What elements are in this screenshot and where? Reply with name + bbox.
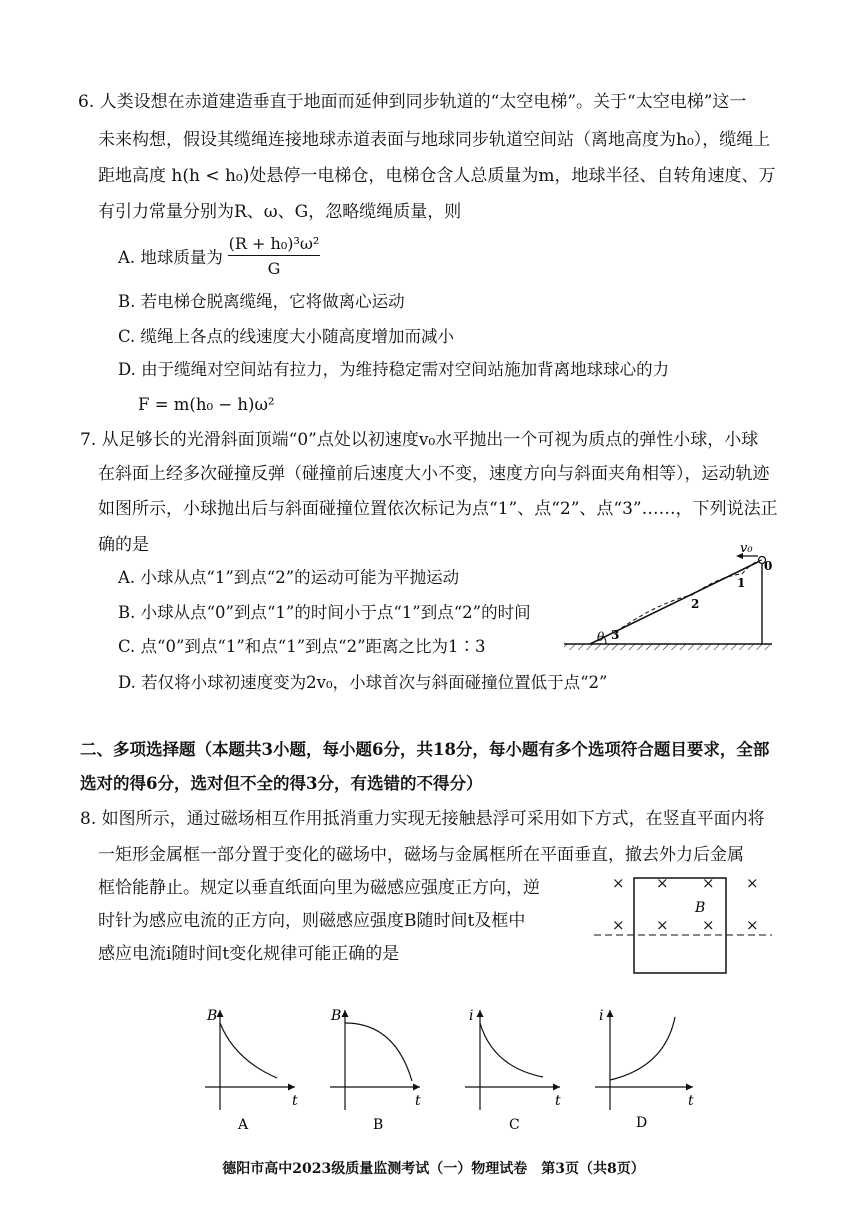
q8-line-3: 框恰能静止。规定以垂直纸面向里为磁感应强度正方向，逆 [98,878,540,898]
graph-c-xlabel: t [555,1093,561,1109]
q8-line-1: 8. 如图所示，通过磁场相互作用抵消重力实现无接触悬浮可采用如下方式，在竖直平面内将 [80,809,765,829]
svg-text:×: × [612,916,625,934]
graph-b-xlabel: t [415,1093,421,1109]
graph-b-caption: B [373,1117,384,1133]
q8-line-5: 感应电流i随时间t变化规律可能正确的是 [98,944,400,964]
svg-text:×: × [656,874,669,892]
magnetic-field-figure [590,868,775,980]
graph-d-ylabel: i [599,1008,604,1024]
q7-option-c: C. 点“0”到点“1”和点“1”到点“2”距离之比为1∶3 [118,637,486,656]
graph-c-ylabel: i [469,1008,474,1024]
q7-line-4: 确的是 [98,535,149,555]
point-1-label: 1 [737,576,746,590]
graph-c-caption: C [509,1117,520,1133]
q8-line-4: 时针为感应电流的正方向，则磁感应强度B随时间t及框中 [98,911,526,931]
graph-b-ylabel: B [331,1008,342,1024]
fraction-numerator: (R + h₀)³ω² [228,234,320,256]
q6-line-1: 6. 人类设想在赤道建造垂直于地面而延伸到同步轨道的“太空电梯”。关于“太空电梯”这一 [78,92,747,112]
svg-text:×: × [656,916,669,934]
graph-c [465,1008,561,1133]
q6-option-a-label: A. 地球质量为 [118,248,223,267]
fraction-denominator: G [267,259,281,278]
q7-option-a: A. 小球从点“1”到点“2”的运动可能为平抛运动 [118,568,460,587]
q6-option-d-formula: F = m(h₀ − h)ω² [138,395,275,414]
incline-figure [560,532,780,662]
point-2-label: 2 [691,597,700,611]
graph-a-ylabel: B [207,1008,218,1024]
section2-line-2: 选对的得6分，选对但不全的得3分，有选错的不得分） [80,774,483,793]
q6-option-c: C. 缆绳上各点的线速度大小随高度增加而减小 [118,327,455,346]
angle-arc [604,637,606,644]
q7-line-3: 如图所示，小球抛出后与斜面碰撞位置依次标记为点“1”、点“2”、点“3”……，下列说法正 [98,499,778,519]
graph-b [330,1008,421,1133]
q8-line-2: 一矩形金属框一部分置于变化的磁场中，磁场与金属框所在平面垂直，撤去外力后金属 [98,845,744,865]
q6-line-3: 距地高度 h(h < h₀)处悬停一电梯仓，电梯仓含人总质量为m，地球半径、自转角速度、万 [98,166,776,186]
theta-label: θ [597,630,605,644]
q6-option-b: B. 若电梯仓脱离缆绳，它将做离心运动 [118,292,405,311]
graph-c-curve [480,1023,543,1077]
graph-a-caption: A [238,1117,249,1133]
svg-text:×: × [612,874,625,892]
point-3-label: 3 [611,628,620,642]
page-footer: 德阳市高中2023级质量监测考试（一）物理试卷 第3页（共8页） [222,1161,645,1177]
graph-d-xlabel: t [688,1093,694,1109]
q6-line-2: 未来构想，假设其缆绳连接地球赤道表面与地球同步轨道空间站（离地高度为h₀），缆绳上 [98,130,771,150]
ground-hatch [564,644,772,650]
graphs-figure [195,1005,715,1135]
q6-option-a-fraction [228,234,320,278]
field-b-label: B [695,900,706,916]
graph-d-curve [610,1017,675,1080]
graph-a-curve [220,1023,277,1078]
svg-text:×: × [702,874,715,892]
graph-d-caption: D [636,1115,648,1131]
v0-label: v₀ [740,541,753,556]
q7-line-1: 7. 从足够长的光滑斜面顶端“0”点处以初速度v₀水平抛出一个可视为质点的弹性小球，小球 [80,430,759,450]
q6-line-4: 有引力常量分别为R、ω、G，忽略缆绳质量，则 [98,202,462,222]
q7-option-b: B. 小球从点“0”到点“1”的时间小于点“1”到点“2”的时间 [118,603,531,622]
svg-text:×: × [746,874,759,892]
svg-text:×: × [746,916,759,934]
svg-text:×: × [702,916,715,934]
section2-line-1: 二、多项选择题（本题共3小题，每小题6分，共18分，每小题有多个选项符合题目要求，全部 [80,740,770,759]
graph-a-xlabel: t [292,1093,298,1109]
q6-option-d: D. 由于缆绳对空间站有拉力，为维持稳定需对空间站施加背离地球球心的力 [118,360,670,379]
q7-option-d: D. 若仅将小球初速度变为2v₀，小球首次与斜面碰撞位置低于点“2” [118,673,608,692]
graph-b-curve [345,1023,412,1081]
graph-a [205,1008,298,1133]
graph-d [595,1008,694,1131]
q7-line-2: 在斜面上经多次碰撞反弹（碰撞前后速度大小不变，速度方向与斜面夹角相等），运动轨迹 [98,464,770,484]
point-0-label: 0 [764,559,773,573]
